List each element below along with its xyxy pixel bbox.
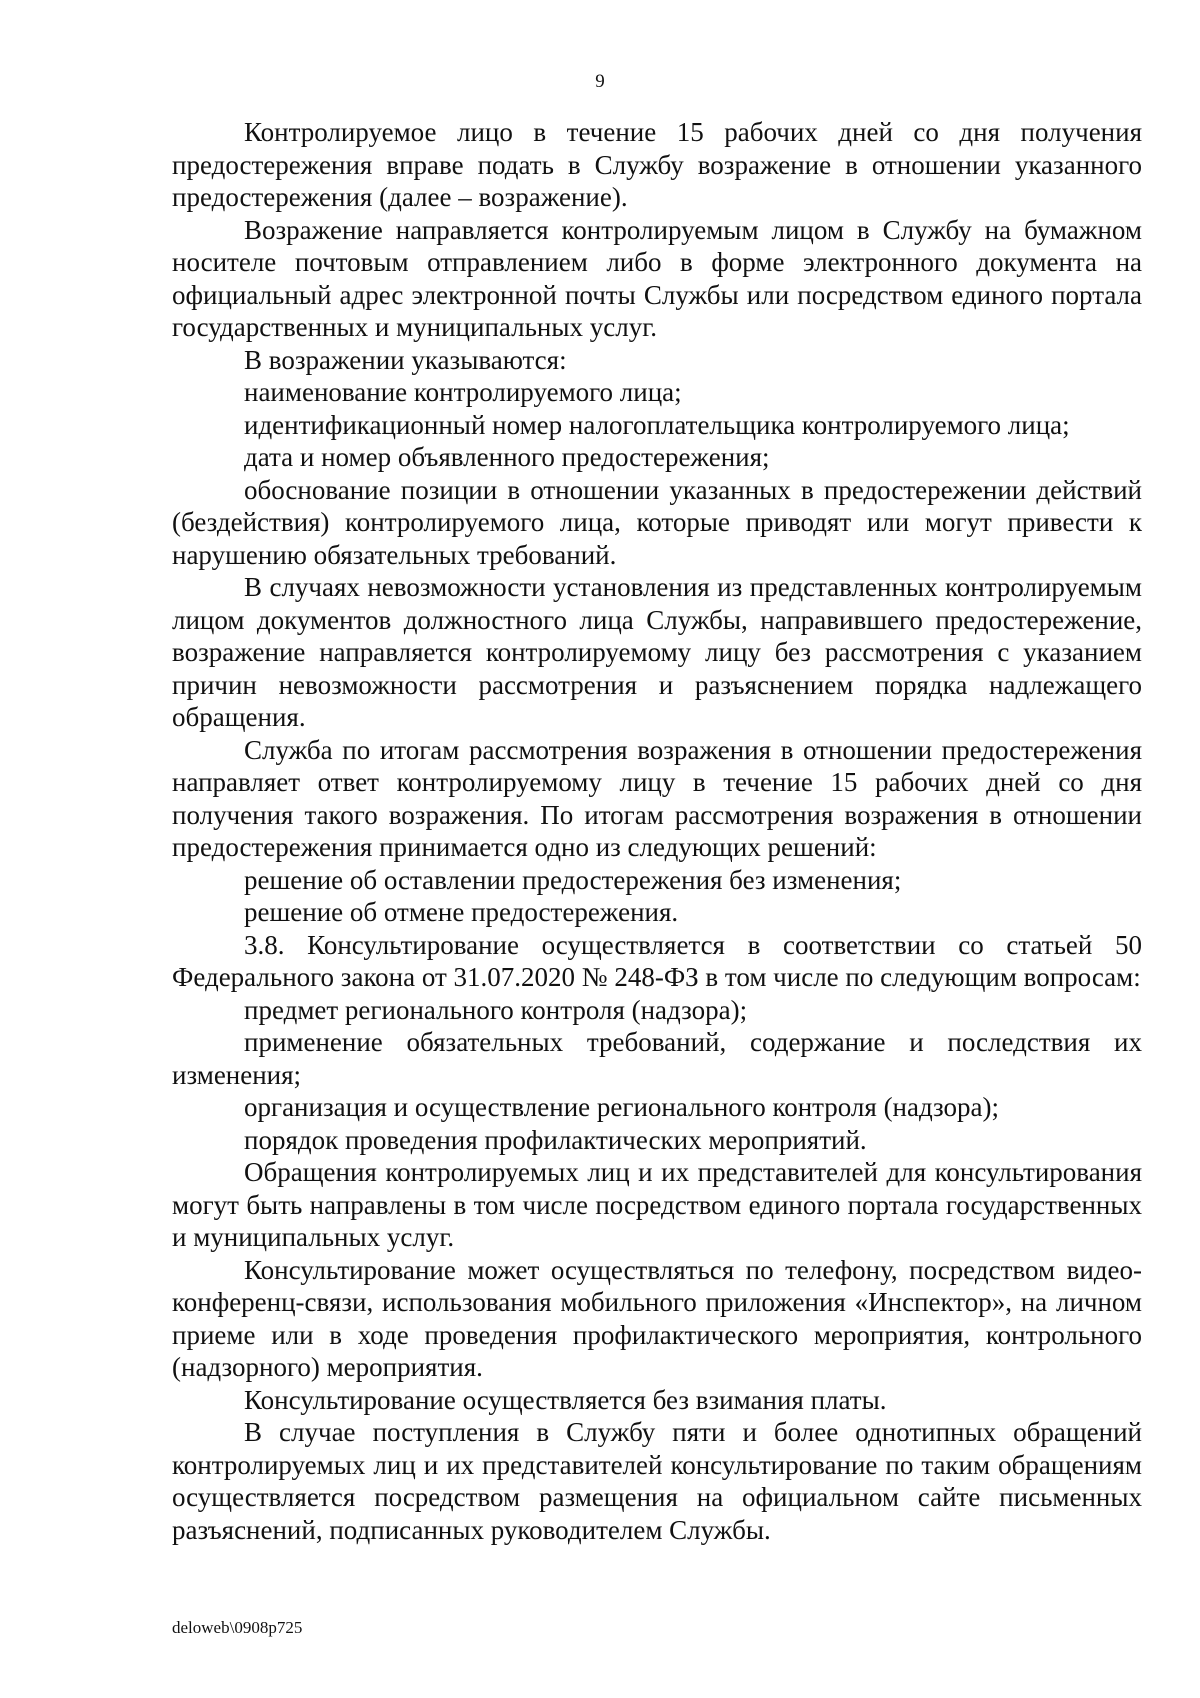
page-number: 9 [595,71,605,92]
list-item: дата и номер объявленного предостережения; [244,442,770,472]
paragraph: Консультирование может осуществляться по телефону, посредством видео-конференц-связи, использования мобильного приложения «Инспектор», на личном приеме или в ходе проведения профилактического мероприятия, контрольного (надзорного) мероприятия. [172,1254,1142,1382]
paragraph: Служба по итогам рассмотрения возражения в отношении предостережения направляет ответ контролируемому лицу в течение 15 рабочих дней со дня получения такого возражения. По итогам рассмотрения возражения в отношении предостережения принимается одно из следующих решений: [172,734,1142,862]
list-item: идентификационный номер налогоплательщика контролируемого лица; [244,409,1070,440]
section-paragraph: 3.8. Консультирование осуществляется в соответствии со статьей 50 Федерального закона от 31.07.2020 № 248-ФЗ в том числе по следующим вопросам: [172,929,1142,992]
paragraph: В случае поступления в Службу пяти и более однотипных обращений контролируемых лиц и их представителей консультирование по таким обращениям осуществляется посредством размещения на официальном сайте письменных разъяснений, подписанных руководителем Службы. [172,1417,1142,1545]
paragraph: В возражении указываются: [244,344,567,375]
paragraph: Возражение направляется контролируемым лицом в Службу на бумажном носителе почтовым отправлением либо в форме электронного документа на официальный адрес электронной почты Службы или посредством единого портала государственных и муниципальных услуг. [172,214,1142,342]
list-item: обоснование позиции в отношении указанных в предостережении действий (бездействия) контролируемого лица, которые приводят или могут привести к нарушению обязательных требований. [172,474,1142,570]
footer-document-code: deloweb\0908p725 [172,1618,303,1637]
paragraph: Контролируемое лицо в течение 15 рабочих дней со дня получения предостережения вправе подать в Службу возражение в отношении указанного предостережения (далее – возражение). [172,117,1142,212]
list-item: порядок проведения профилактических мероприятий. [244,1124,867,1155]
list-item: организация и осуществление регионального контроля (надзора); [244,1092,1000,1122]
paragraph: В случаях невозможности установления из представленных контролируемым лицом документов должностного лица Службы, направившего предостережение, возражение направляется контролируемому лицу без рассмотрения с указанием причин невозможности рассмотрения и разъяснением порядка надлежащего обращения. [172,572,1142,732]
paragraph: Консультирование осуществляется без взимания платы. [244,1384,887,1415]
document-body [172,116,1142,1546]
list-item: решение об отмене предостережения. [244,897,679,927]
list-item: решение об оставлении предостережения без изменения; [244,864,902,895]
list-item: наименование контролируемого лица; [244,377,682,407]
list-item: предмет регионального контроля (надзора); [244,994,748,1025]
list-item: применение обязательных требований, содержание и последствия их изменения; [172,1027,1142,1090]
paragraph: Обращения контролируемых лиц и их представителей для консультирования могут быть направлены в том числе посредством единого портала государственных и муниципальных услуг. [172,1157,1142,1252]
